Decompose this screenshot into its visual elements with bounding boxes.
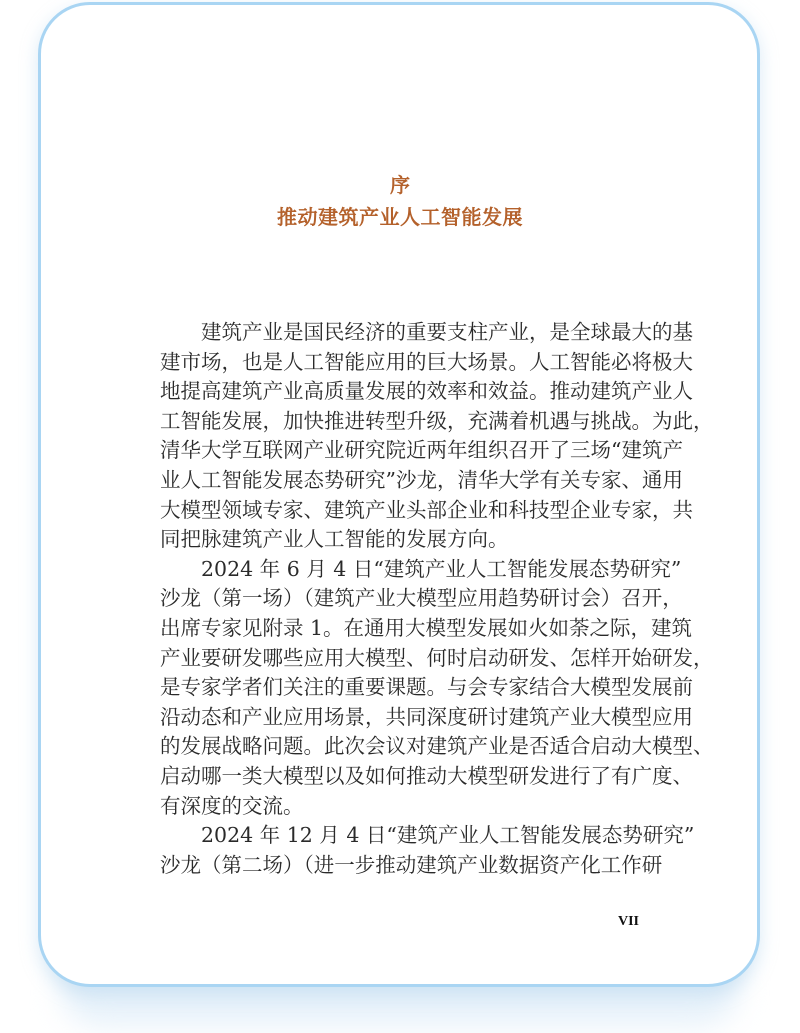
text-line: 大模型领域专家、建筑产业头部企业和科技型企业专家，共 — [160, 497, 693, 522]
text-line: 清华大学互联网产业研究院近两年组织召开了三场“建筑产 — [160, 438, 683, 463]
text-line: 沙龙（第一场）（建筑产业大模型应用趋势研讨会）召开， — [160, 586, 683, 611]
text-line: 业人工智能发展态势研究”沙龙，清华大学有关专家、通用 — [160, 467, 683, 492]
section-label: 序 — [390, 173, 410, 197]
paragraph-3 — [160, 821, 695, 880]
text-line: 2024 年 12 月 4 日“建筑产业人工智能发展态势研究” — [201, 823, 695, 848]
text-line: 沿动态和产业应用场景，共同深度研讨建筑产业大模型应用 — [160, 704, 693, 729]
text-line: 有深度的交流。 — [160, 793, 304, 818]
paragraph-2 — [160, 555, 714, 821]
text-line: 产业要研发哪些应用大模型、何时启动研发、怎样开始研发， — [160, 645, 714, 670]
text-line: 建筑产业是国民经济的重要支柱产业，是全球最大的基 — [201, 320, 693, 344]
text-line: 启动哪一类大模型以及如何推动大模型研发进行了有广度、 — [160, 763, 693, 788]
text-line: 沙龙（第二场）（进一步推动建筑产业数据资产化工作研 — [160, 852, 663, 877]
text-line: 的发展战略问题。此次会议对建筑产业是否适合启动大模型、 — [160, 734, 714, 759]
text-line: 工智能发展，加快推进转型升级，充满着机遇与挑战。为此， — [160, 408, 714, 433]
text-line: 同把脉建筑产业人工智能的发展方向。 — [160, 527, 509, 552]
body-text — [160, 318, 714, 880]
text-line: 2024 年 6 月 4 日“建筑产业人工智能发展态势研究” — [201, 556, 682, 581]
text-line: 是专家学者们关注的重要课题。与会专家结合大模型发展前 — [160, 675, 693, 700]
paragraph-1 — [160, 318, 714, 555]
text-line: 建市场，也是人工智能应用的巨大场景。人工智能必将极大 — [160, 349, 693, 374]
page-number: VII — [618, 914, 640, 929]
text-line: 地提高建筑产业高质量发展的效率和效益。推动建筑产业人 — [160, 379, 693, 404]
text-line: 出席专家见附录 1。在通用大模型发展如火如荼之际，建筑 — [160, 615, 693, 640]
page-title: 推动建筑产业人工智能发展 — [277, 205, 523, 229]
